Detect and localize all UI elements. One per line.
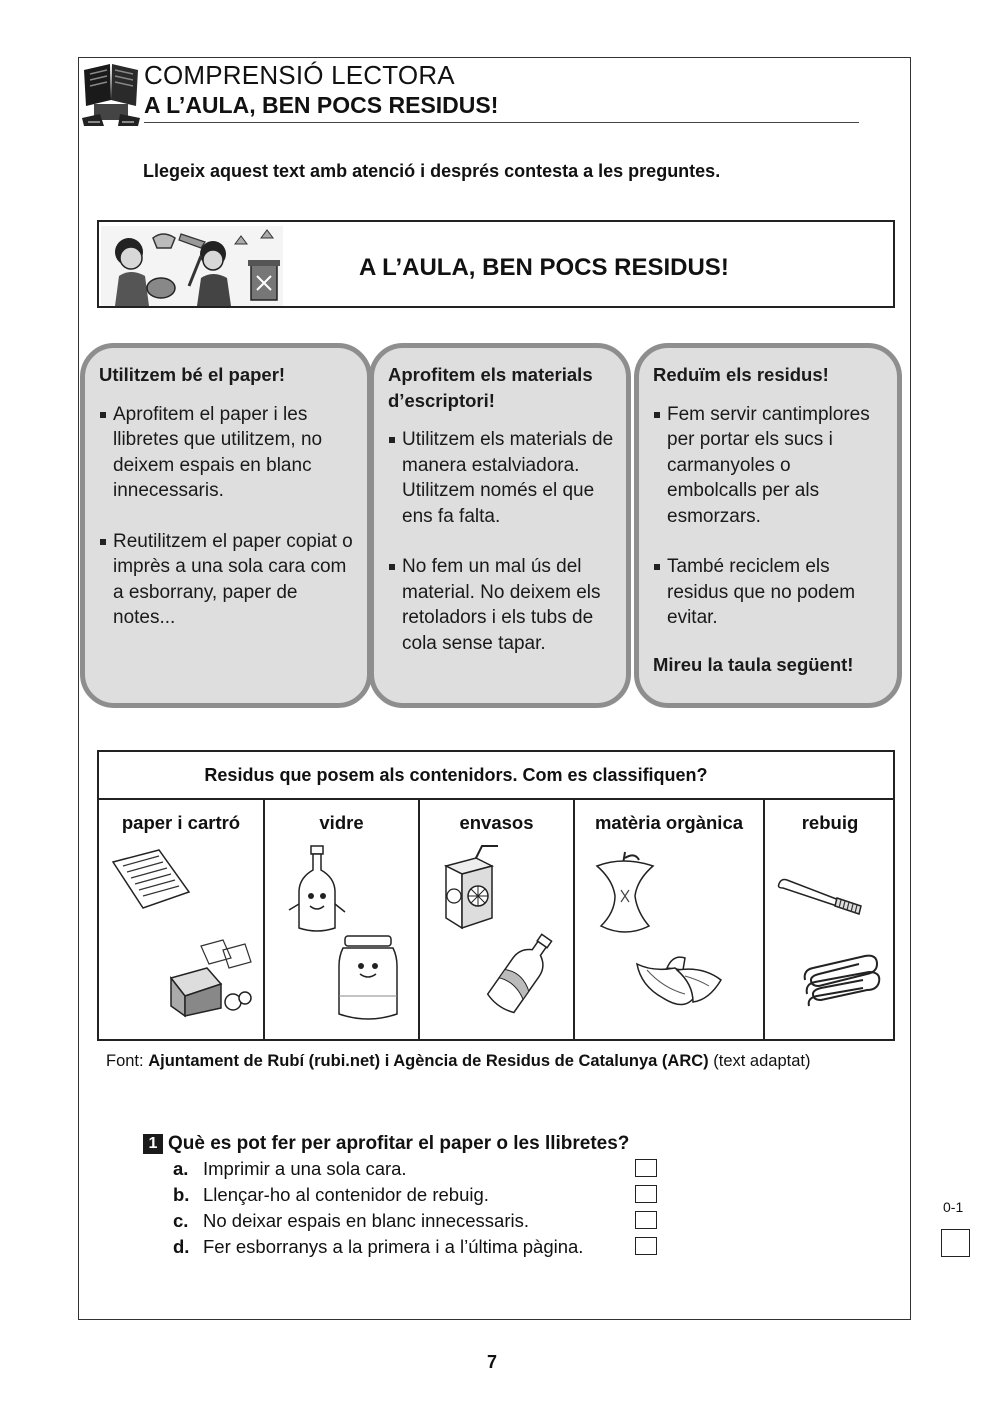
score-label: 0-1 <box>943 1199 964 1215</box>
banner-title: A L’AULA, BEN POCS RESIDUS! <box>359 254 729 281</box>
score-box[interactable] <box>941 1229 970 1257</box>
card-title: Aprofitem els materials d’escriptori! <box>388 364 593 411</box>
card-bullet: Reutilitzem el paper copiat o imprès a una sola cara com a esborrany, paper de notes... <box>99 529 355 631</box>
option-letter: a. <box>173 1158 189 1179</box>
card-bullet: Utilitzem els materials de manera estalviadora. Utilitzem només el que ens fa falta. <box>388 427 614 529</box>
answer-option-c <box>173 1209 657 1235</box>
bins-table <box>97 750 895 1041</box>
card-paper <box>80 343 372 708</box>
juice-box-icon <box>442 844 506 930</box>
option-checkbox[interactable] <box>635 1237 657 1255</box>
card-footer: Mireu la taula següent! <box>653 653 854 675</box>
option-letter: b. <box>173 1184 190 1205</box>
option-checkbox[interactable] <box>635 1211 657 1229</box>
bin-column-glass <box>265 800 420 1039</box>
answer-option-a <box>173 1157 657 1183</box>
bin-column-paper <box>99 800 265 1039</box>
header-title: A L’AULA, BEN POCS RESIDUS! <box>144 92 499 118</box>
card-materials <box>369 343 631 708</box>
bin-label: matèria orgànica <box>594 812 744 833</box>
question-1 <box>143 1133 629 1155</box>
option-letter: c. <box>173 1210 189 1231</box>
card-bullet: També reciclem els residus que no podem evitar. <box>653 554 885 631</box>
title-banner <box>97 220 895 308</box>
bin-label: paper i cartró <box>121 812 241 833</box>
cardboard-boxes-icon <box>161 938 255 1020</box>
card-title: Reduïm els residus! <box>653 364 829 385</box>
bin-column-organic <box>575 800 765 1039</box>
card-title: Utilitzem bé el paper! <box>99 364 286 385</box>
bin-label: rebuig <box>801 812 859 833</box>
card-bullet: Fem servir cantimplores per portar els sucs i carmanyoles o embolcalls per als esmorzars. <box>653 402 885 530</box>
question-number: 1 <box>143 1134 163 1154</box>
option-text: Llençar-ho al contenidor de rebuig. <box>203 1184 489 1205</box>
bin-column-containers <box>420 800 575 1039</box>
option-letter: d. <box>173 1236 190 1257</box>
card-waste <box>634 343 902 708</box>
banana-peel-icon <box>633 950 727 1018</box>
table-caption: Residus que posem als contenidors. Com es classifiquen? <box>99 752 893 800</box>
card-bullet: No fem un mal ús del material. No deixem els retoladors i els tubs de cola sense tapar. <box>388 554 614 656</box>
paper-sheet-icon <box>109 848 193 912</box>
paper-clips-icon <box>799 950 883 1010</box>
answer-option-b <box>173 1183 657 1209</box>
toothbrush-icon <box>775 876 865 916</box>
bin-label: envasos <box>459 812 534 833</box>
plastic-bottle-icon <box>486 928 558 1018</box>
answer-options <box>173 1157 657 1261</box>
option-text: Imprimir a una sola cara. <box>203 1158 407 1179</box>
option-checkbox[interactable] <box>635 1159 657 1177</box>
apple-core-icon <box>585 850 665 940</box>
source-prefix: Font: <box>106 1052 144 1070</box>
option-text: Fer esborranys a la primera i a l’última pàgina. <box>203 1236 584 1257</box>
bin-label: vidre <box>319 812 364 833</box>
glass-bottle-icon <box>285 844 349 936</box>
source-authors: Ajuntament de Rubí (rubi.net) i Agència de Residus de Catalunya (ARC) <box>148 1052 709 1070</box>
instructions: Llegeix aquest text amb atenció i després contesta a les preguntes. <box>143 161 721 181</box>
page-number: 7 <box>487 1352 498 1372</box>
glass-jar-icon <box>335 934 401 1024</box>
question-text: Què es pot fer per aprofitar el paper o les llibretes? <box>168 1133 630 1154</box>
bin-column-rest <box>765 800 895 1039</box>
option-text: No deixar espais en blanc innecessaris. <box>203 1210 529 1231</box>
card-bullet: Aprofitem el paper i les llibretes que utilitzem, no deixem espais en blanc innecessaris. <box>99 402 355 504</box>
source-suffix: (text adaptat) <box>713 1052 811 1070</box>
source-note <box>106 1052 810 1071</box>
reading-child-icon <box>80 60 142 128</box>
header-subtitle: COMPRENSIÓ LECTORA <box>144 60 455 90</box>
answer-option-d <box>173 1235 657 1261</box>
header-divider <box>144 122 859 123</box>
option-checkbox[interactable] <box>635 1185 657 1203</box>
children-recycling-illustration <box>101 226 283 306</box>
